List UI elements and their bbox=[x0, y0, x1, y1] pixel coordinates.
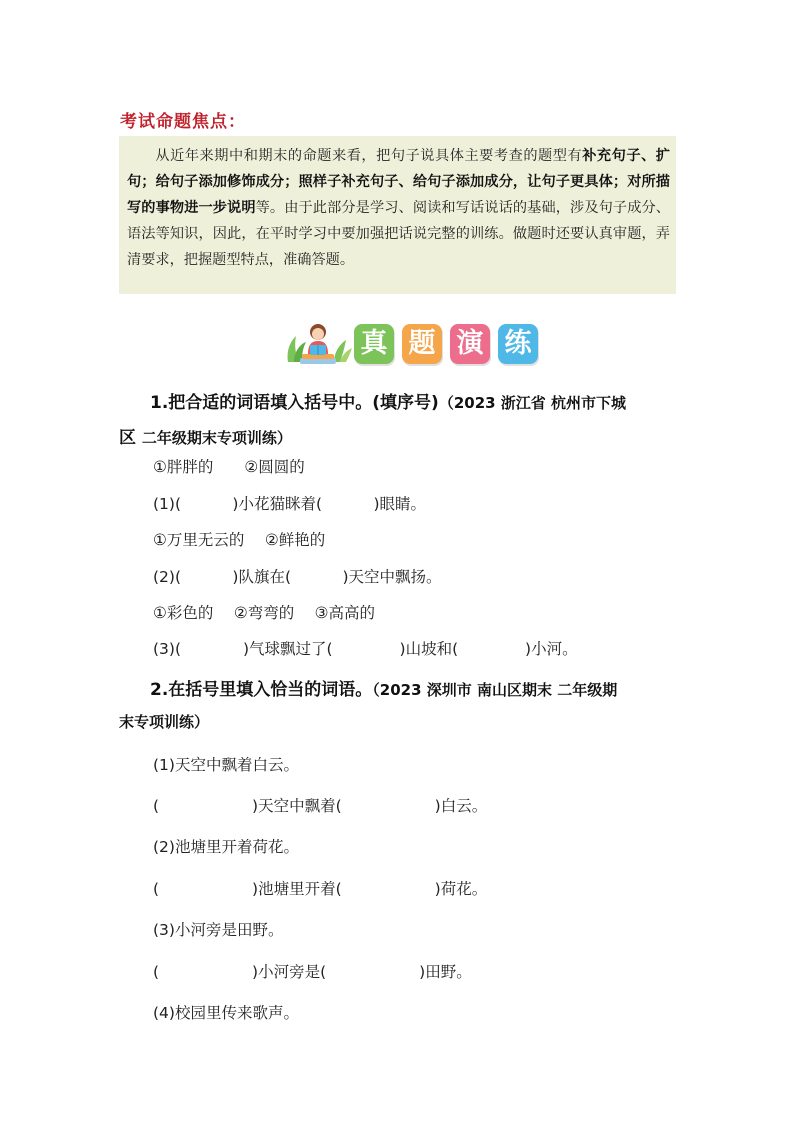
q2-fill-3: ( )小河旁是( )田野。 bbox=[153, 963, 472, 981]
q2-title-cont: 末专项训练） bbox=[119, 713, 210, 731]
girl-reading-icon bbox=[282, 318, 352, 368]
q2-sentence-3: (3)小河旁是田野。 bbox=[153, 921, 284, 939]
exam-focus-box bbox=[119, 136, 676, 294]
q1-source: （2023 浙江省 杭州市下城 bbox=[438, 394, 627, 412]
focus-text-part-1: 从近年来期中和期末的命题来看，把句子说具体主要考查的题型有 bbox=[155, 148, 583, 164]
q1-options-1: ①胖胖的 ②圆圆的 bbox=[153, 458, 305, 476]
q1-item-2: (2)( )队旗在( )天空中飘扬。 bbox=[153, 568, 442, 586]
exam-focus-text bbox=[127, 143, 670, 273]
q1-item-1: (1)( )小花猫眯着( )眼睛。 bbox=[153, 495, 426, 513]
banner-char-ti: 题 bbox=[402, 324, 442, 364]
q2-sentence-2: (2)池塘里开着荷花。 bbox=[153, 838, 299, 856]
q2-sentence-4: (4)校园里传来歌声。 bbox=[153, 1004, 299, 1022]
focus-text-part-3: 等。由于此部分是学习、阅读和写话说话的基础，涉及句子成分、语法等知识，因此，在平时学习中要加强把话说完整的训练。做题时还要认真审题，弄清要求，把握题型特点，准确答题。 bbox=[127, 200, 670, 268]
q1-item-3: (3)( )气球飘过了( )山坡和( )小河。 bbox=[153, 640, 578, 658]
q2-fill-1: ( )天空中飘着( )白云。 bbox=[153, 797, 488, 815]
q2-sentence-1: (1)天空中飘着白云。 bbox=[153, 756, 299, 774]
q1-title-cont: 区 二年级期末专项训练） bbox=[119, 428, 292, 448]
banner-char-lian: 练 bbox=[498, 324, 538, 364]
banner-char-yan: 演 bbox=[450, 324, 490, 364]
banner-char-zhen: 真 bbox=[354, 324, 394, 364]
q2-title: 2.在括号里填入恰当的词语。（2023 深圳市 南山区期末 二年级期 bbox=[150, 680, 618, 700]
exam-focus-title: 考试命题焦点： bbox=[120, 112, 246, 132]
q2-fill-2: ( )池塘里开着( )荷花。 bbox=[153, 880, 488, 898]
practice-banner bbox=[282, 318, 542, 368]
q1-options-3: ①彩色的 ②弯弯的 ③高高的 bbox=[153, 604, 376, 622]
focus-text-emphasis: 补充句子、扩句；给句子添加修饰成分；照样子补充句子、给句子添加成分，让句子更具体；对所描写的事物进一步说明 bbox=[127, 148, 670, 216]
q1-options-2: ①万里无云的 ②鲜艳的 bbox=[153, 531, 326, 549]
q1-title: 1.把合适的词语填入括号中。(填序号)（2023 浙江省 杭州市下城 bbox=[150, 393, 627, 413]
q2-source: （2023 深圳市 南山区期末 二年级期 bbox=[372, 681, 618, 699]
